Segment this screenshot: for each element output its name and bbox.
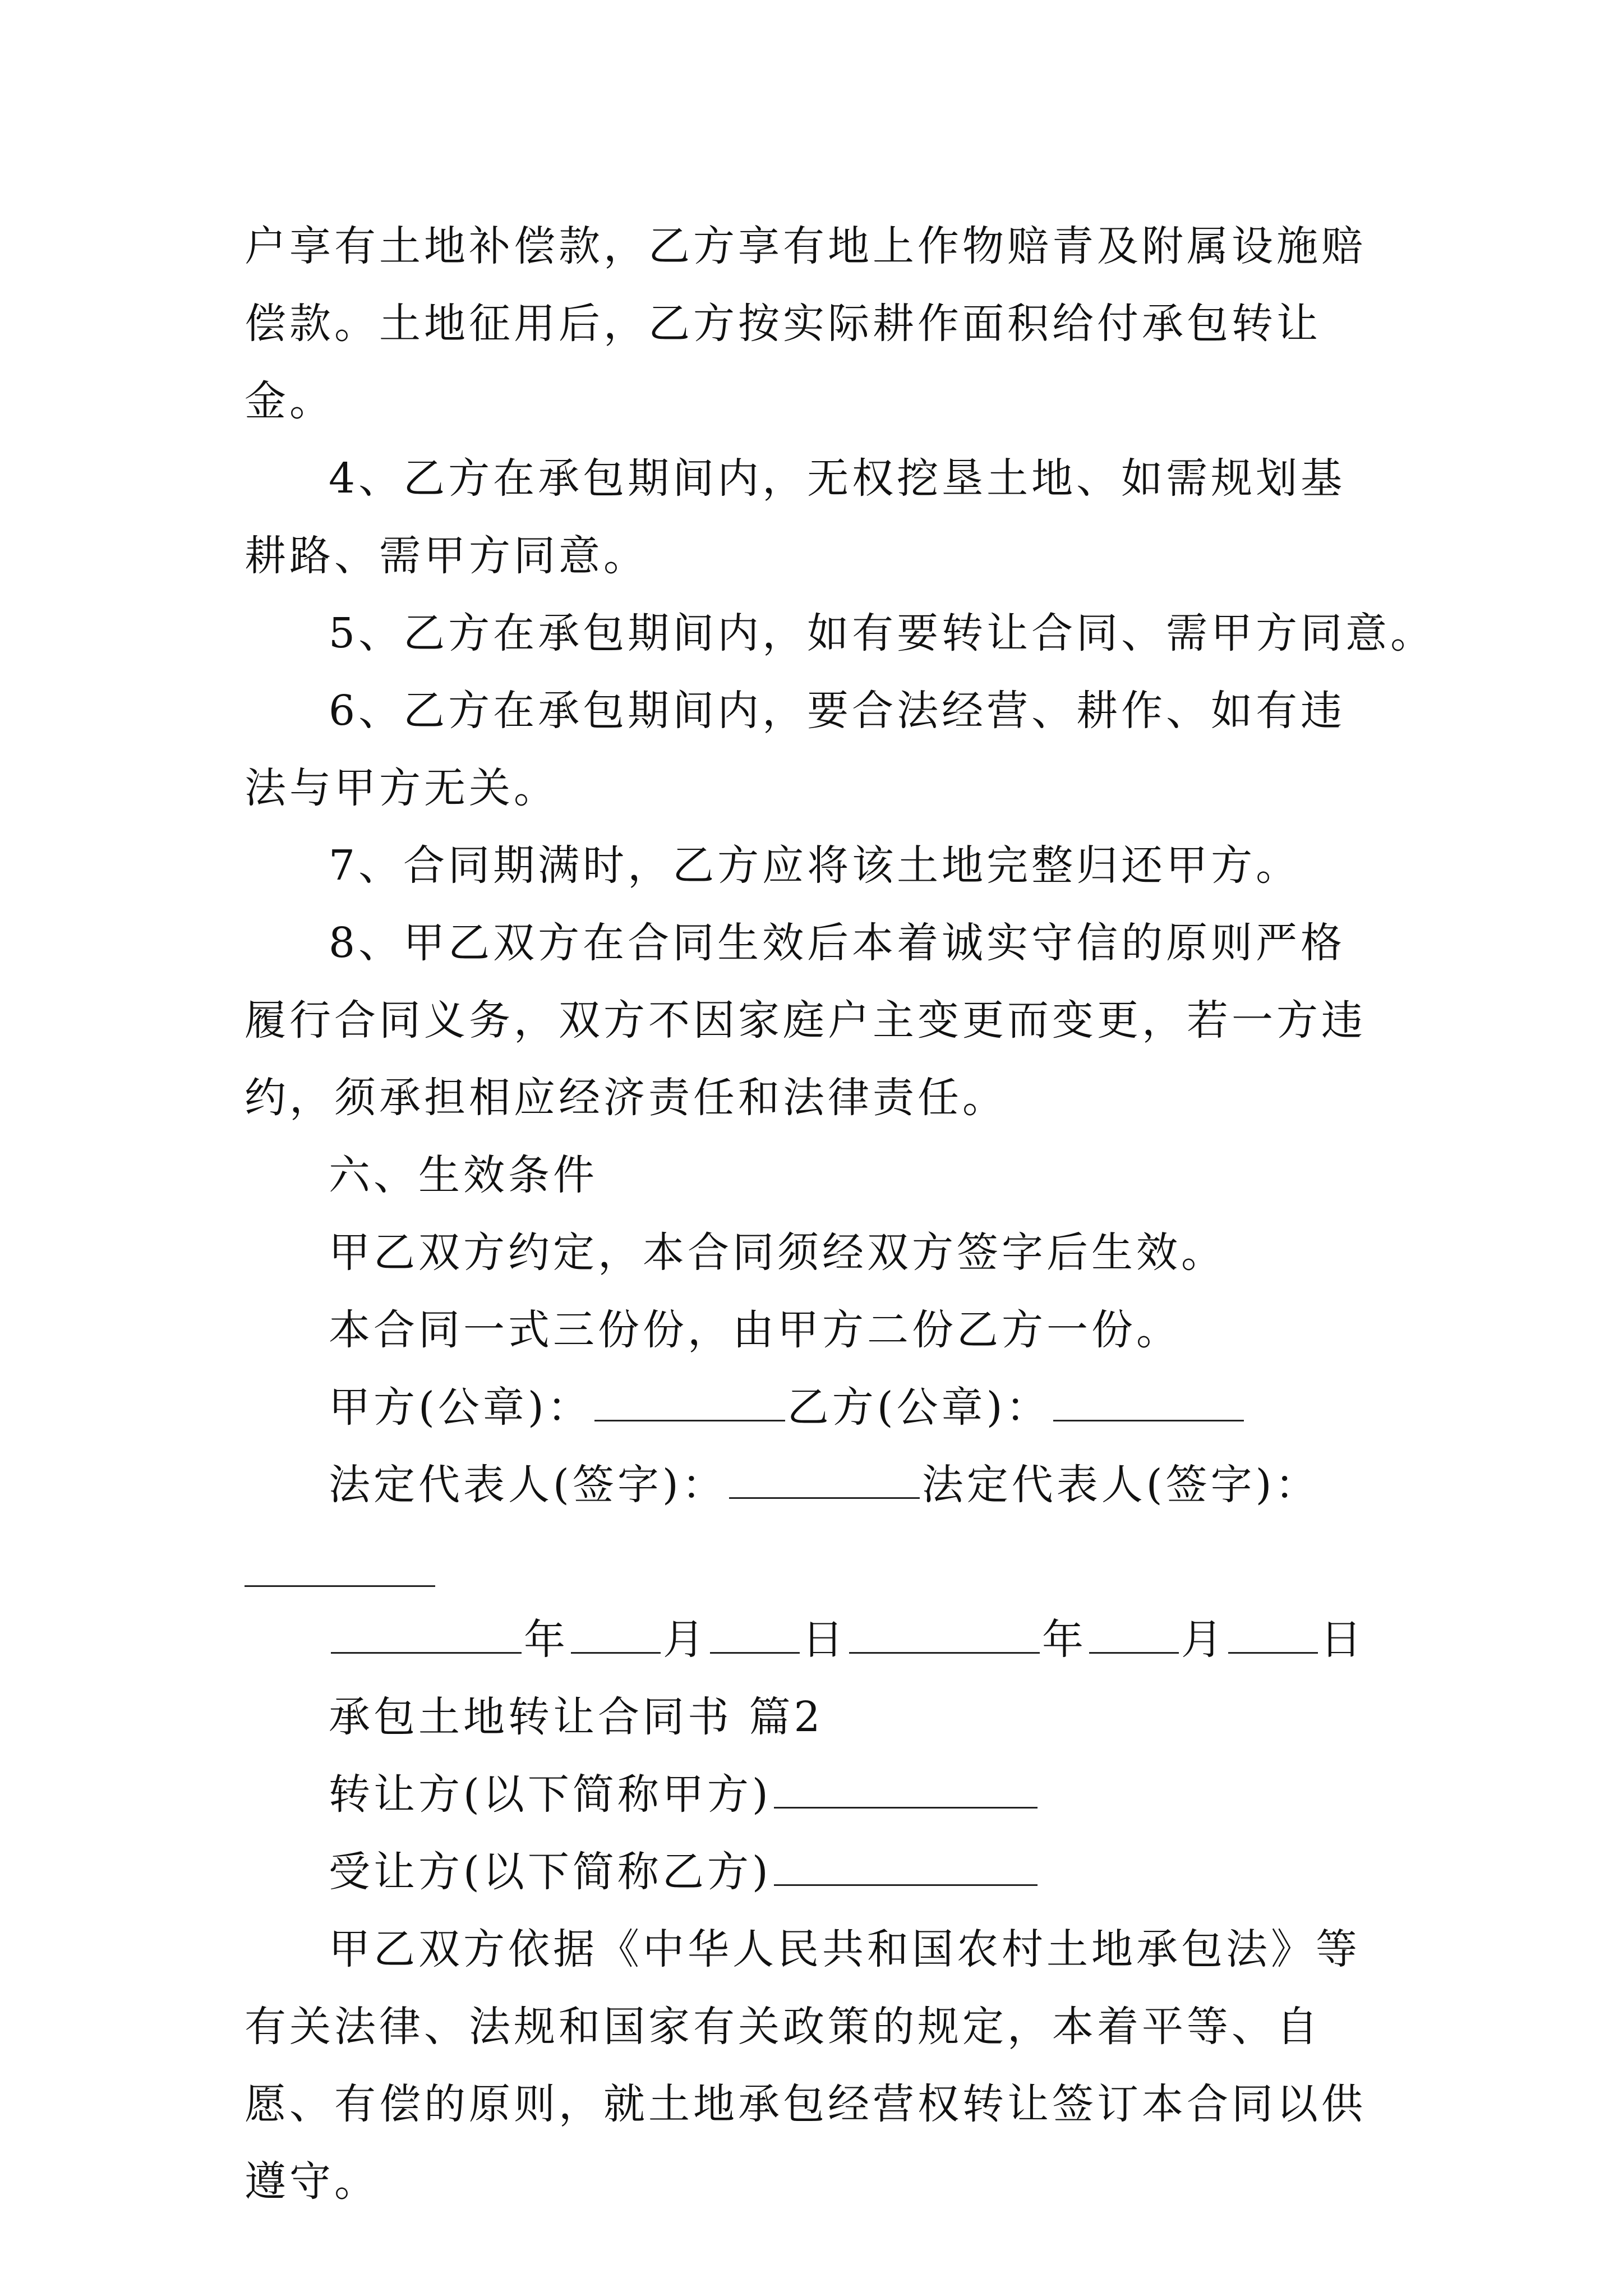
- date-b-year-blank[interactable]: [849, 1618, 1040, 1654]
- document-body: [245, 208, 1436, 2220]
- representative-line: [245, 1446, 1380, 1524]
- clause-4: 4、乙方在承包期间内，无权挖垦土地、如需规划基耕路、需甲方同意。: [245, 454, 1346, 580]
- clause-6: 6、乙方在承包期间内，要合法经营、耕作、如有违法与甲方无关。: [245, 687, 1346, 812]
- copies-text: 本合同一式三份份，由甲方二份乙方一份。: [329, 1306, 1181, 1354]
- date-b-month-label: 月: [1181, 1616, 1226, 1664]
- date-a-month-label: 月: [663, 1616, 708, 1664]
- section-heading-effective-conditions: 六、生效条件: [329, 1151, 598, 1199]
- rep-a-signature-blank[interactable]: [729, 1464, 920, 1499]
- section-2-intro: 甲乙双方依据《中华人民共和国农村土地承包法》等有关法律、法规和国家有关政策的规定，本着平等、自愿、有偿的原则，就土地承包经营权转让签订本合同以供遵守。: [245, 1925, 1366, 2206]
- rep-a-label: 法定代表人(签字)：: [329, 1461, 727, 1509]
- effective-condition-text: 甲乙双方约定，本合同须经双方签字后生效。: [329, 1228, 1226, 1277]
- date-a-day-label: 日: [802, 1616, 847, 1664]
- date-line: [245, 1601, 1380, 1678]
- date-a-year-blank[interactable]: [331, 1618, 522, 1654]
- clause-8: 8、甲乙双方在合同生效后本着诚实守信的原则严格履行合同义务，双方不因家庭户主变更而变更，若一方违约，须承担相应经济责任和法律责任。: [245, 919, 1366, 1122]
- transferee-label: 受让方(以下简称乙方): [329, 1848, 772, 1896]
- seal-line: [245, 1369, 1380, 1446]
- date-b-day-label: 日: [1320, 1616, 1365, 1664]
- transferee-blank[interactable]: [774, 1851, 1038, 1886]
- rep-b-signature-blank[interactable]: [245, 1552, 435, 1587]
- party-b-seal-label: 乙方(公章)：: [787, 1383, 1051, 1432]
- party-a-seal-blank[interactable]: [594, 1386, 785, 1421]
- date-b-month-blank[interactable]: [1089, 1618, 1179, 1654]
- clause-5: 5、乙方在承包期间内，如有要转让合同、需甲方同意。: [329, 609, 1436, 657]
- transferor-line: [245, 1756, 1380, 1833]
- date-a-year-label: 年: [524, 1616, 569, 1664]
- rep-b-label: 法定代表人(签字)：: [921, 1461, 1320, 1509]
- date-a-month-blank[interactable]: [571, 1618, 661, 1654]
- transferee-line: [245, 1833, 1380, 1911]
- party-a-seal-label: 甲方(公章)：: [329, 1383, 592, 1432]
- transferor-blank[interactable]: [774, 1773, 1038, 1809]
- clause-7: 7、合同期满时，乙方应将该土地完整归还甲方。: [329, 841, 1301, 890]
- section-2-title: 承包土地转让合同书 篇2: [329, 1693, 824, 1741]
- date-a-day-blank[interactable]: [710, 1618, 800, 1654]
- date-b-day-blank[interactable]: [1228, 1618, 1318, 1654]
- paragraph-compensation: 户享有土地补偿款，乙方享有地上作物赔青及附属设施赔偿款。土地征用后，乙方按实际耕作面积给付承包转让金。: [245, 222, 1366, 425]
- date-b-year-label: 年: [1042, 1616, 1087, 1664]
- transferor-label: 转让方(以下简称甲方): [329, 1770, 772, 1819]
- party-b-seal-blank[interactable]: [1053, 1386, 1244, 1421]
- rep-b-signature-line: [245, 1524, 1380, 1601]
